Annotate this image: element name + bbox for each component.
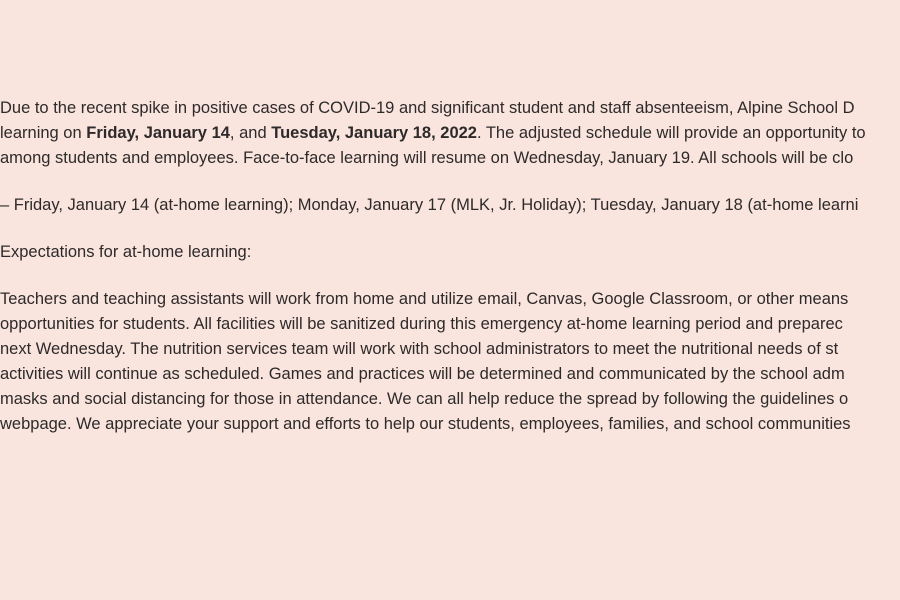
expectations-heading: Expectations for at-home learning: — [0, 243, 252, 261]
bold-date-friday: Friday, January 14 — [86, 124, 230, 142]
paragraph-line: Due to the recent spike in positive cases of COVID-19 and significant student and staff absenteeism, Alpine School D — [0, 99, 855, 117]
announcement-document — [0, 96, 900, 437]
paragraph-line — [0, 121, 900, 146]
text-span: , and — [229, 124, 272, 142]
schedule-line: – Friday, January 14 (at-home learning); Monday, January 17 (MLK, Jr. Holiday); Tuesday, January 18 (at-home learni — [0, 196, 859, 214]
paragraph-line: among students and employees. Face-to-face learning will resume on Wednesday, January 19. All schools will be clo — [0, 149, 854, 167]
paragraph-gap — [0, 265, 900, 287]
paragraph-line: opportunities for students. All facilities will be sanitized during this emergency at-home learning period and preparec — [0, 315, 843, 333]
paragraph-gap — [0, 218, 900, 240]
paragraph-gap — [0, 171, 900, 193]
text-span: . The adjusted schedule will provide an opportunity to — [476, 124, 866, 142]
intro-paragraph — [0, 96, 900, 171]
paragraph-line: webpage. We appreciate your support and efforts to help our students, employees, families, and school communities — [0, 415, 851, 433]
expectations-paragraph — [0, 287, 900, 437]
paragraph-line: activities will continue as scheduled. Games and practices will be determined and communicated by the school adm — [0, 365, 845, 383]
paragraph-line: Teachers and teaching assistants will work from home and utilize email, Canvas, Google Classroom, or other means — [0, 290, 849, 308]
bold-date-tuesday: Tuesday, January 18, 2022 — [271, 124, 477, 142]
paragraph-line: masks and social distancing for those in attendance. We can all help reduce the spread by following the guidelines o — [0, 390, 849, 408]
text-span: learning on — [0, 124, 87, 142]
paragraph-line: next Wednesday. The nutrition services team will work with school administrators to meet the nutritional needs of st — [0, 340, 839, 358]
